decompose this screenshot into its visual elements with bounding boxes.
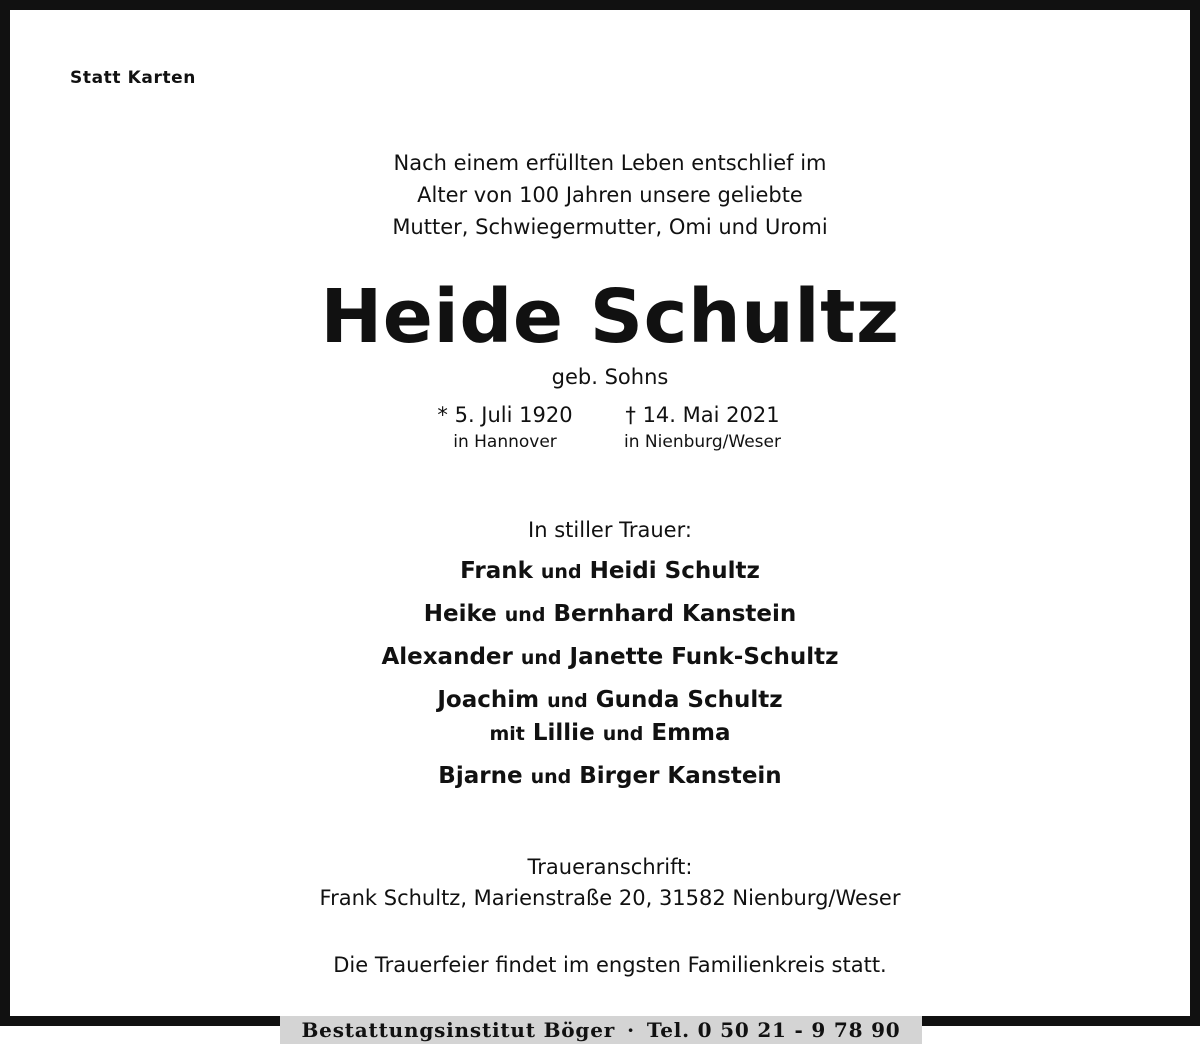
mourner-with: mit bbox=[489, 723, 525, 745]
mourner-connector: und bbox=[540, 561, 582, 583]
birth-info bbox=[420, 400, 590, 454]
mourner-second: Gunda Schultz bbox=[595, 687, 783, 713]
intro-text bbox=[10, 147, 1200, 243]
life-dates bbox=[10, 400, 1200, 460]
death-info bbox=[605, 400, 800, 454]
mourner-entry bbox=[10, 641, 1200, 674]
mourner-line bbox=[10, 684, 1200, 717]
mourners-list bbox=[10, 555, 1200, 803]
mourner-first: Frank bbox=[460, 558, 533, 584]
mourner-second: Bernhard Kanstein bbox=[553, 601, 797, 627]
mourner-children-line bbox=[10, 717, 1200, 750]
mourner-second: Birger Kanstein bbox=[579, 763, 782, 789]
deceased-name: Heide Schultz bbox=[320, 274, 900, 360]
funeral-home-name: Bestattungsinstitut Böger bbox=[301, 1018, 616, 1042]
mourner-first: Heike bbox=[423, 601, 497, 627]
mourner-entry bbox=[10, 555, 1200, 588]
address-label: Traueranschrift: bbox=[527, 855, 693, 879]
header-note: Statt Karten bbox=[70, 68, 197, 88]
birth-date: * 5. Juli 1920 bbox=[437, 403, 573, 427]
intro-line: Nach einem erfüllten Leben entschlief im bbox=[393, 151, 827, 175]
mourner-connector: und bbox=[602, 723, 644, 745]
ceremony-note: Die Trauerfeier findet im engsten Familienkreis statt. bbox=[333, 953, 887, 977]
intro-line: Alter von 100 Jahren unsere geliebte bbox=[417, 183, 803, 207]
mourner-first: Alexander bbox=[381, 644, 513, 670]
mourner-second: Janette Funk-Schultz bbox=[569, 644, 839, 670]
mourner-entry bbox=[10, 760, 1200, 793]
address-line: Frank Schultz, Marienstraße 20, 31582 Nienburg/Weser bbox=[319, 886, 901, 910]
birth-place: in Hannover bbox=[453, 432, 557, 452]
mourning-address bbox=[10, 852, 1200, 914]
funeral-home-phone: Tel. 0 50 21 - 9 78 90 bbox=[646, 1018, 901, 1042]
mourner-child: Emma bbox=[651, 720, 731, 746]
mourner-first: Joachim bbox=[437, 687, 540, 713]
mourner-entry bbox=[10, 684, 1200, 750]
mourning-intro: In stiller Trauer: bbox=[528, 518, 692, 542]
footer-separator: · bbox=[627, 1018, 635, 1042]
maiden-name: geb. Sohns bbox=[551, 365, 669, 389]
mourner-connector: und bbox=[547, 690, 588, 712]
funeral-home-footer bbox=[280, 1016, 922, 1044]
mourner-entry bbox=[10, 598, 1200, 631]
mourner-connector: und bbox=[530, 766, 572, 788]
death-date: † 14. Mai 2021 bbox=[625, 403, 780, 427]
mourner-connector: und bbox=[520, 647, 562, 669]
death-place: in Nienburg/Weser bbox=[624, 432, 781, 452]
mourner-connector: und bbox=[504, 604, 546, 626]
mourner-first: Bjarne bbox=[438, 763, 523, 789]
mourner-second: Heidi Schultz bbox=[589, 558, 760, 584]
intro-line: Mutter, Schwiegermutter, Omi und Uromi bbox=[392, 215, 828, 239]
mourner-child: Lillie bbox=[532, 720, 595, 746]
